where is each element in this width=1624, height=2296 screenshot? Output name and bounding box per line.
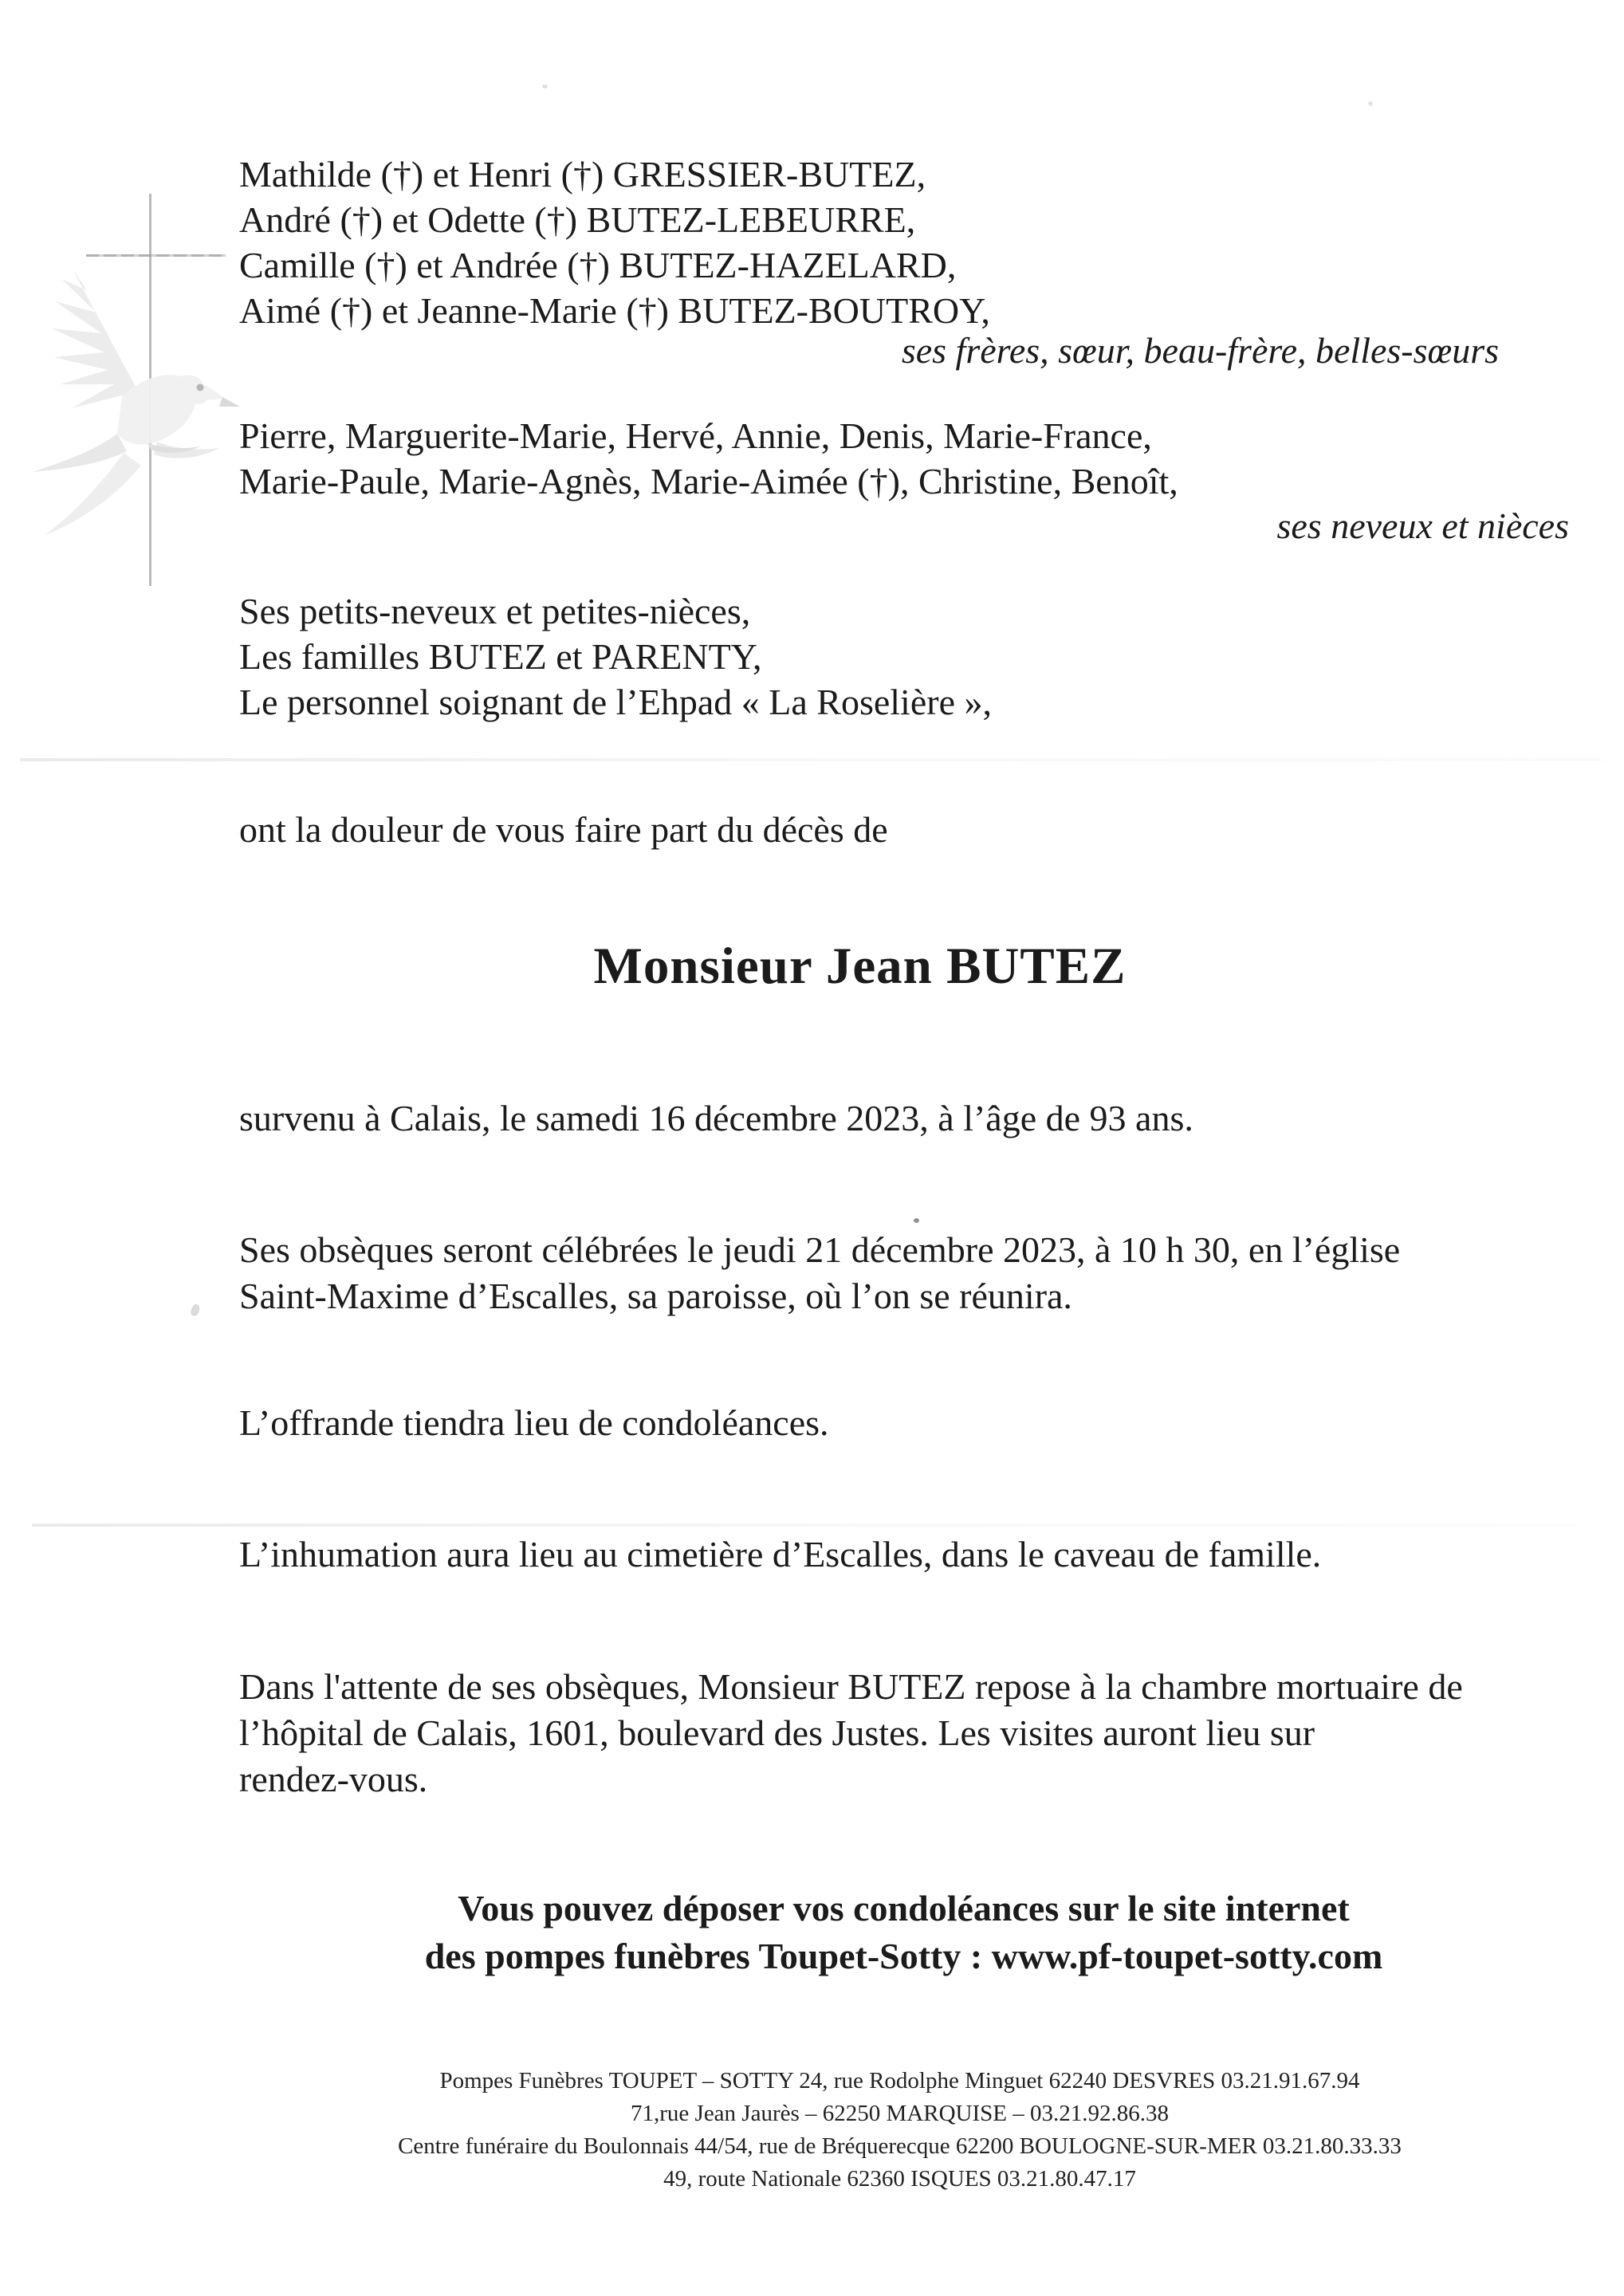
mourner-line: Ses petits-neveux et petites-nièces, <box>239 591 751 631</box>
relation-siblings-label: ses frères, sœur, beau-frère, belles-sœurs <box>901 330 1499 371</box>
footer-address-line: Pompes Funèbres TOUPET – SOTTY 24, rue Rodolphe Minguet 62240 DESVRES 03.21.91.67.94 <box>439 2068 1360 2094</box>
cross-icon <box>86 254 226 257</box>
death-details-line: survenu à Calais, le samedi 16 décembre 2023, à l’âge de 93 ans. <box>239 1098 1193 1138</box>
scan-speck <box>542 85 548 88</box>
ceremony-paragraph: Ses obsèques seront célébrées le jeudi 21 décembre 2023, à 10 h 30, en l’église Saint-Maxime d’Escalles, sa paroisse, où l’on se réunira. <box>239 1229 1401 1316</box>
footer-address-line: Centre funéraire du Boulonnais 44/54, rue de Bréquerecque 62200 BOULOGNE-SUR-MER 03.21.80.33.33 <box>398 2133 1402 2159</box>
siblings-names-block <box>239 151 990 333</box>
mortuary-paragraph: Dans l'attente de ses obsèques, Monsieur BUTEZ repose à la chambre mortuaire de l’hôpital de Calais, 1601, boulevard des Justes. Les visites auront lieu sur rendez-vous. <box>239 1666 1463 1799</box>
family-name-line: André (†) et Odette (†) BUTEZ-LEBEURRE, <box>239 199 916 240</box>
scan-speck <box>1368 101 1373 106</box>
dove-icon <box>28 263 259 542</box>
deceased-name: Monsieur Jean BUTEZ <box>593 938 1127 995</box>
scan-artifact-line <box>20 758 1604 761</box>
online-condolences-block: Vous pouvez déposer vos condoléances sur le site internet des pompes funèbres Toupet-Sotty : www.pf-toupet-sotty.com <box>424 1888 1383 1976</box>
mourner-line: Le personnel soignant de l’Ehpad « La Roselière », <box>239 682 992 722</box>
footer-address-line: 71,rue Jean Jaurès – 62250 MARQUISE – 03.21.92.86.38 <box>631 2101 1169 2126</box>
mourner-line: Les familles BUTEZ et PARENTY, <box>239 636 762 677</box>
family-name-line: Marie-Paule, Marie-Agnès, Marie-Aimée (†), Christine, Benoît, <box>239 461 1178 501</box>
footer-address-line: 49, route Nationale 62360 ISQUES 03.21.80.47.17 <box>663 2166 1136 2192</box>
family-name-line: Pierre, Marguerite-Marie, Hervé, Annie, Denis, Marie-France, <box>239 415 1152 456</box>
relation-nephews-label: ses neveux et nièces <box>1276 505 1569 546</box>
nephews-names-block <box>239 413 1178 504</box>
family-name-line: Camille (†) et Andrée (†) BUTEZ-HAZELARD, <box>239 245 957 285</box>
intro-line: ont la douleur de vous faire part du décès de <box>239 809 888 850</box>
other-mourners-block <box>239 588 992 725</box>
offering-line: L’offrande tiendra lieu de condoléances. <box>239 1402 829 1443</box>
funeral-home-footer <box>183 2065 1616 2196</box>
burial-line: L’inhumation aura lieu au cimetière d’Escalles, dans le caveau de famille. <box>239 1534 1322 1575</box>
scan-speck <box>189 1303 201 1318</box>
scan-speck <box>914 1218 919 1223</box>
family-name-line: Mathilde (†) et Henri (†) GRESSIER-BUTEZ, <box>239 154 926 195</box>
family-name-line: Aimé (†) et Jeanne-Marie (†) BUTEZ-BOUTROY, <box>239 290 990 331</box>
scan-artifact-line <box>32 1523 1576 1527</box>
